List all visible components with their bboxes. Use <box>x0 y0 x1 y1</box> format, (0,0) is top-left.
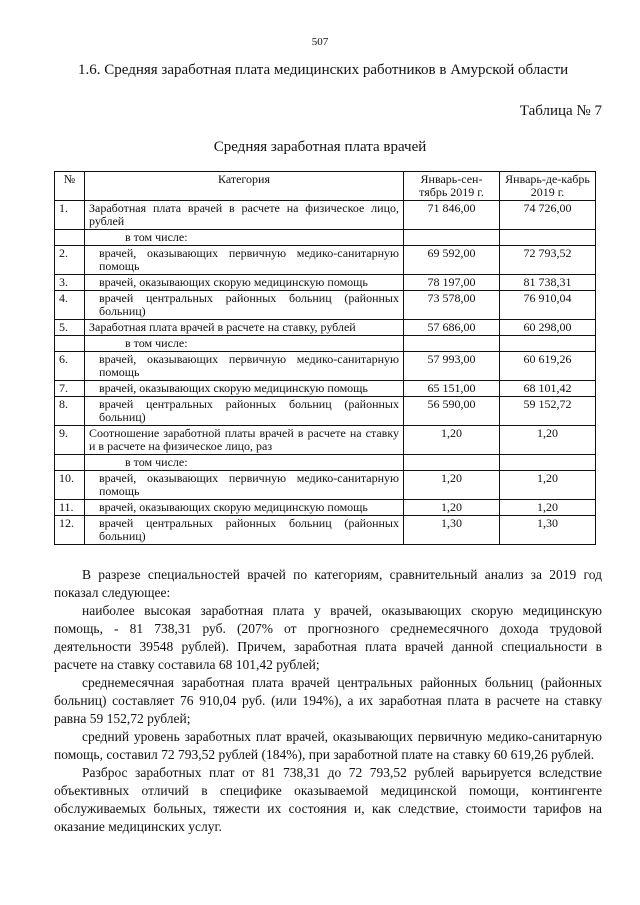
table-row <box>55 230 596 246</box>
table-row <box>55 500 596 516</box>
value-jan-sep: 56 590,00 <box>404 397 500 426</box>
table-row <box>55 291 596 320</box>
value-jan-dec: 72 793,52 <box>500 246 596 275</box>
header-category: Категория <box>85 172 404 201</box>
salary-table <box>54 171 596 545</box>
value-jan-sep: 1,20 <box>404 500 500 516</box>
value-jan-sep: 71 846,00 <box>404 201 500 230</box>
value-jan-dec: 1,20 <box>500 426 596 455</box>
value-jan-sep: 1,20 <box>404 426 500 455</box>
table-row <box>55 381 596 397</box>
value-jan-sep <box>404 455 500 471</box>
table-row <box>55 275 596 291</box>
row-number: 12. <box>55 516 85 545</box>
row-number: 5. <box>55 320 85 336</box>
row-category: Заработная плата врачей в расчете на физическое лицо, рублей <box>85 201 404 230</box>
header-jan-sep: Январь-сен-тябрь 2019 г. <box>404 172 500 201</box>
value-jan-dec: 74 726,00 <box>500 201 596 230</box>
value-jan-dec <box>500 230 596 246</box>
row-category: врачей, оказывающих скорую медицинскую помощь <box>85 500 404 516</box>
value-jan-dec: 68 101,42 <box>500 381 596 397</box>
value-jan-dec: 81 738,31 <box>500 275 596 291</box>
table-row <box>55 516 596 545</box>
row-number: 9. <box>55 426 85 455</box>
row-category: врачей, оказывающих первичную медико-санитарную помощь <box>85 352 404 381</box>
row-category: врачей центральных районных больниц (районных больниц) <box>85 291 404 320</box>
table-row <box>55 320 596 336</box>
row-number: 10. <box>55 471 85 500</box>
row-category: врачей, оказывающих скорую медицинскую помощь <box>85 381 404 397</box>
value-jan-dec: 59 152,72 <box>500 397 596 426</box>
row-number: 4. <box>55 291 85 320</box>
row-category: врачей, оказывающих первичную медико-санитарную помощь <box>85 471 404 500</box>
paragraph: наиболее высокая заработная плата у врачей, оказывающих скорую медицинскую помощь, - 81 738,31 руб. (207% от прогнозного среднемесячного дохода трудовой деятельности 39548 рублей). Причем, заработная плата врачей данной специальности в расчете на ставку составила 68 101,42 рублей; <box>54 603 602 672</box>
value-jan-dec: 1,20 <box>500 500 596 516</box>
table-label: Таблица № 7 <box>519 103 602 119</box>
value-jan-sep: 69 592,00 <box>404 246 500 275</box>
paragraph: средний уровень заработных плат врачей, оказывающих первичную медико-санитарную помощь, составил 72 793,52 рублей (184%), при заработной плате на ставку 60 619,26 рублей. <box>54 729 602 762</box>
value-jan-sep <box>404 336 500 352</box>
row-number: 11. <box>55 500 85 516</box>
row-category: врачей, оказывающих первичную медико-санитарную помощь <box>85 246 404 275</box>
table-row <box>55 426 596 455</box>
header-number: № <box>55 172 85 201</box>
table-row <box>55 246 596 275</box>
table-row <box>55 352 596 381</box>
row-number: 1. <box>55 201 85 230</box>
value-jan-dec: 60 619,26 <box>500 352 596 381</box>
row-category: Заработная плата врачей в расчете на ставку, рублей <box>85 320 404 336</box>
row-category: врачей, оказывающих скорую медицинскую помощь <box>85 275 404 291</box>
paragraph: среднемесячная заработная плата врачей центральных районных больниц (районных больниц) составляет 76 910,04 руб. (или 194%), а их заработная плата в расчете на ставку равна 59 152,72 рублей; <box>54 675 602 726</box>
table-header-row <box>55 172 596 201</box>
table-row <box>55 201 596 230</box>
value-jan-dec: 76 910,04 <box>500 291 596 320</box>
row-number <box>55 336 85 352</box>
row-number: 8. <box>55 397 85 426</box>
body-text <box>54 566 602 836</box>
page-number: 507 <box>311 36 329 48</box>
paragraph: В разрезе специальностей врачей по категориям, сравнительный анализ за 2019 год показал следующее: <box>54 567 602 600</box>
value-jan-sep: 78 197,00 <box>404 275 500 291</box>
value-jan-sep: 1,20 <box>404 471 500 500</box>
value-jan-dec: 60 298,00 <box>500 320 596 336</box>
row-number: 6. <box>55 352 85 381</box>
value-jan-sep: 57 993,00 <box>404 352 500 381</box>
value-jan-dec: 1,20 <box>500 471 596 500</box>
row-number: 2. <box>55 246 85 275</box>
row-number <box>55 230 85 246</box>
value-jan-sep: 1,30 <box>404 516 500 545</box>
value-jan-sep <box>404 230 500 246</box>
value-jan-sep: 57 686,00 <box>404 320 500 336</box>
row-category: врачей центральных районных больниц (районных больниц) <box>85 397 404 426</box>
row-category: в том числе: <box>85 336 404 352</box>
value-jan-sep: 65 151,00 <box>404 381 500 397</box>
row-number <box>55 455 85 471</box>
paragraph: Разброс заработных плат от 81 738,31 до 72 793,52 рублей варьируется вследствие объективных отличий в специфике оказываемой медицинской помощи, контингенте обслуживаемых больных, тяжести их состояния и, как следствие, стоимости тарифов на оказание медицинских услуг. <box>54 765 602 834</box>
table-title: Средняя заработная плата врачей <box>213 139 427 155</box>
row-category: в том числе: <box>85 455 404 471</box>
table-row <box>55 471 596 500</box>
table-row <box>55 336 596 352</box>
header-jan-dec: Январь-де-кабрь 2019 г. <box>500 172 596 201</box>
row-number: 3. <box>55 275 85 291</box>
section-title: 1.6. Средняя заработная плата медицинских работников в Амурской области <box>78 62 569 78</box>
row-category: в том числе: <box>85 230 404 246</box>
value-jan-sep: 73 578,00 <box>404 291 500 320</box>
row-category: Соотношение заработной платы врачей в расчете на ставку и в расчете на физическое лицо, раз <box>85 426 404 455</box>
row-category: врачей центральных районных больниц (районных больниц) <box>85 516 404 545</box>
table-row <box>55 455 596 471</box>
row-number: 7. <box>55 381 85 397</box>
table-body <box>55 201 596 545</box>
table-row <box>55 397 596 426</box>
value-jan-dec <box>500 455 596 471</box>
value-jan-dec <box>500 336 596 352</box>
value-jan-dec: 1,30 <box>500 516 596 545</box>
